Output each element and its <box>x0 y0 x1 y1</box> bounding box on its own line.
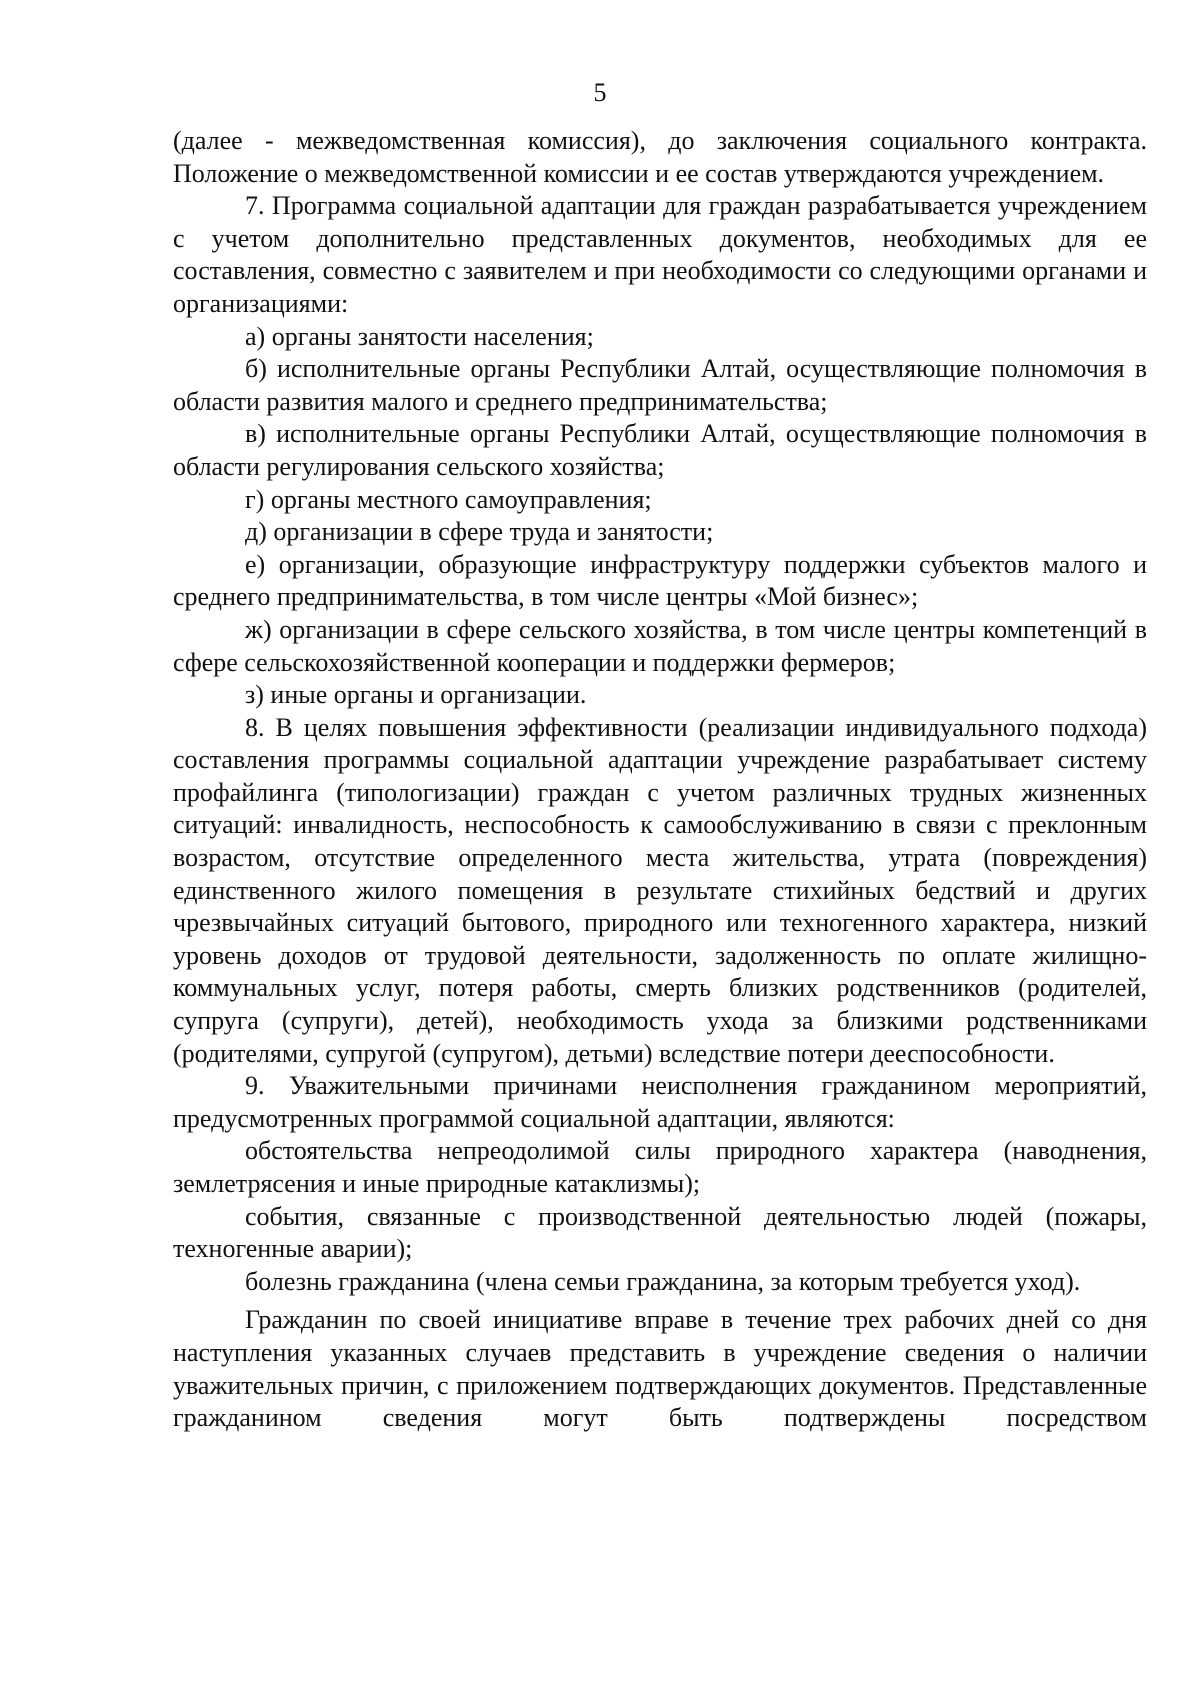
list-item-g: г) органы местного самоуправления; <box>245 484 652 514</box>
reason-industrial-events: события, связанные с производственной деятельностью людей (пожары, техногенные аварии); <box>173 1201 1147 1264</box>
document-body <box>173 125 1147 1435</box>
list-item-zh: ж) организации в сфере сельского хозяйства, в том числе центры компетенций в сфере сельскохозяйственной кооперации и поддержки фермеров; <box>173 614 1147 677</box>
reason-natural-force: обстоятельства непреодолимой силы природного характера (наводнения, землетрясения и иные природные катаклизмы); <box>173 1136 1147 1198</box>
reason-illness: болезнь гражданина (члена семьи гражданина, за которым требуется уход). <box>245 1266 1081 1296</box>
page-number: 5 <box>593 78 607 107</box>
list-item-a: а) органы занятости населения; <box>245 321 594 351</box>
paragraph-citizen-initiative: Гражданин по своей инициативе вправе в течение трех рабочих дней со дня наступления указанных случаев представить в учреждение сведения о наличии уважительных причин, с приложением подтверждающих документов. Представленные гражданином сведения могут быть подтверждены посредством <box>173 1305 1147 1433</box>
paragraph-item-8: 8. В целях повышения эффективности (реализации индивидуального подхода) составления программы социальной адаптации учреждение разрабатывает систему профайлинга (типологизации) граждан с учетом различных трудных жизненных ситуаций: инвалидность, неспособность к самообслуживанию в связи с преклонным возрастом, отсутствие определенного места жительства, утрата (повреждения) единственного жилого помещения в результате стихийных бедствий и других чрезвычайных ситуаций бытового, природного или техногенного характера, низкий уровень доходов от трудовой деятельности, задолженность по оплате жилищно-коммунальных услуг, потеря работы, смерть близких родственников (родителей, супруга (супруги), детей), необходимость ухода за близкими родственниками (родителями, супругой (супругом), детьми) вследствие потери дееспособности. <box>173 712 1147 1068</box>
paragraph-item-9: 9. Уважительными причинами неисполнения гражданином мероприятий, предусмотренных программой социальной адаптации, являются: <box>173 1071 1147 1133</box>
list-item-v: в) исполнительные органы Республики Алтай, осуществляющие полномочия в области регулирования сельского хозяйства; <box>173 419 1147 481</box>
paragraph-item-7: 7. Программа социальной адаптации для граждан разрабатывается учреждением с учетом дополнительно представленных документов, необходимых для ее составления, совместно с заявителем и при необходимости со следующими органами и организациями: <box>173 191 1147 318</box>
list-item-d: д) организации в сфере труда и занятости; <box>245 517 714 547</box>
paragraph-commission: (далее - межведомственная комиссия), до заключения социального контракта. Положение о межведомственной комиссии и ее состав утверждаются учреждением. <box>173 126 1147 188</box>
list-item-z: з) иные органы и организации. <box>245 680 587 710</box>
list-item-b: б) исполнительные органы Республики Алтай, осуществляющие полномочия в области развития малого и среднего предпринимательства; <box>173 354 1147 416</box>
list-item-e: е) организации, образующие инфраструктуру поддержки субъектов малого и среднего предпринимательства, в том числе центры «Мой бизнес»; <box>173 549 1147 612</box>
